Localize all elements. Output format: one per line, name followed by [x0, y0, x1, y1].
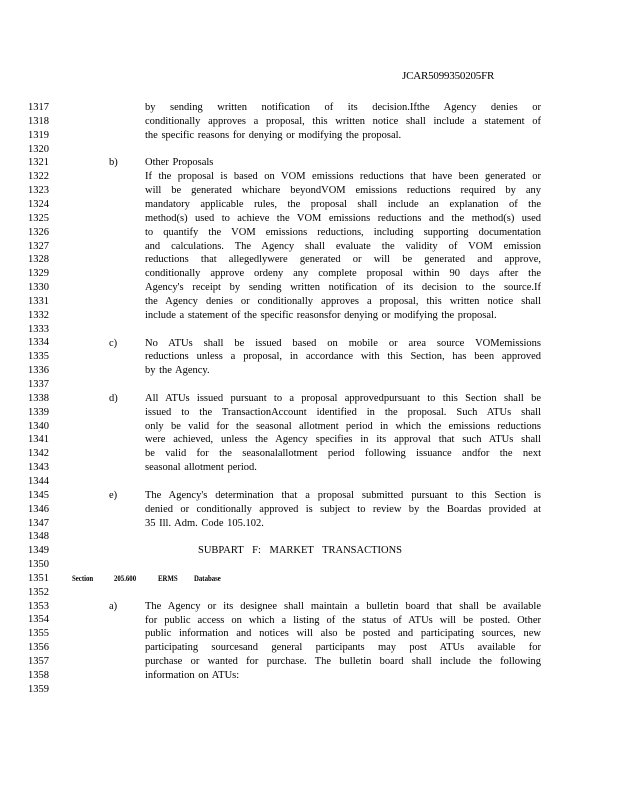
- line-number: 1331: [28, 295, 49, 307]
- line-number: 1350: [28, 559, 49, 570]
- text-line: public information and notices will also be posted and participating sources, new: [145, 628, 541, 640]
- line-number: 1319: [28, 129, 49, 141]
- line-number: 1347: [28, 517, 49, 529]
- text-line: Agency's receipt by sending written notification of its decision to the source.If: [145, 282, 541, 294]
- list-marker-d: d): [109, 392, 118, 404]
- list-marker-b: b): [109, 157, 118, 169]
- text-line: only be valid for the seasonal allotment period in which the emissions reductions: [145, 420, 541, 432]
- text-line: the specific reasons for denying or modifying the proposal.: [145, 129, 402, 141]
- text-line: The Agency's determination that a proposal submitted pursuant to this Section is: [145, 489, 541, 501]
- subpart-heading: SUBPART F: MARKET TRANSACTIONS: [198, 545, 402, 557]
- list-marker-a: a): [109, 600, 118, 612]
- list-marker-c: c): [109, 337, 118, 349]
- text-line: will be generated whichare beyondVOM emissions reductions required by any: [145, 185, 541, 197]
- text-line: by the Agency.: [145, 365, 210, 377]
- text-line: be valid for the seasonalallotment period following issuance andfor the next: [145, 448, 541, 460]
- line-number: 1330: [28, 282, 49, 293]
- line-number: 1359: [28, 683, 49, 695]
- text-line: information on ATUs:: [145, 669, 240, 681]
- line-number: 1329: [28, 268, 49, 280]
- line-number: 1352: [28, 586, 49, 598]
- line-number: 1334: [28, 337, 49, 349]
- line-number: 1358: [28, 669, 49, 681]
- text-line: by sending written notification of its decision.Ifthe Agency denies or: [145, 102, 541, 113]
- text-line: 35 Ill. Adm. Code 105.102.: [145, 517, 264, 529]
- line-number: 1344: [28, 475, 49, 487]
- line-number: 1321: [28, 157, 49, 169]
- text-line: for public access on which a listing of the status of ATUs will be posted. Other: [145, 614, 541, 626]
- line-number: 1354: [28, 614, 49, 626]
- text-line: denied or conditionally approved is subject to review by the Boardas provided at: [145, 503, 541, 515]
- text-line: seasonal allotment period.: [145, 462, 257, 474]
- text-line: mandatory applicable rules, the proposal shall include an explanation of the: [145, 199, 541, 210]
- text-line: issued to the TransactionAccount identified in the proposal. Such ATUs shall: [145, 406, 541, 418]
- line-number: 1333: [28, 323, 49, 335]
- list-marker-e: e): [109, 489, 118, 501]
- text-line: include a statement of the specific reasonsfor denying or modifying the proposal.: [145, 309, 497, 321]
- line-number: 1353: [28, 600, 49, 612]
- line-number: 1357: [28, 656, 49, 667]
- line-number: 1327: [28, 240, 49, 252]
- section-number: 205.600: [114, 574, 137, 583]
- subsection-title: Other Proposals: [145, 157, 214, 169]
- line-number: 1346: [28, 503, 49, 515]
- text-line: If the proposal is based on VOM emissions reductions that have been generated or: [145, 171, 541, 183]
- line-number: 1338: [28, 392, 49, 404]
- line-number: 1345: [28, 489, 49, 501]
- line-number: 1328: [28, 254, 49, 266]
- line-number: 1339: [28, 406, 49, 418]
- line-number: 1323: [28, 185, 49, 197]
- line-number: 1324: [28, 198, 49, 210]
- text-line: to quantify the VOM emissions reductions, including supporting documentation: [145, 226, 541, 238]
- line-number: 1348: [28, 531, 49, 543]
- line-number: 1356: [28, 642, 49, 654]
- line-number: 1351: [28, 572, 49, 584]
- line-number: 1343: [28, 462, 49, 474]
- section-name: ERMS: [158, 574, 178, 583]
- line-number: 1332: [28, 309, 49, 321]
- text-line: The Agency or its designee shall maintain a bulletin board that shall be available: [145, 600, 541, 612]
- line-number: 1336: [28, 365, 49, 377]
- text-line: were achieved, unless the Agency specifies in its approval that such ATUs shall: [145, 434, 541, 446]
- line-number: 1326: [28, 226, 49, 238]
- line-number: 1341: [28, 434, 49, 446]
- line-number: 1342: [28, 448, 49, 460]
- text-line: conditionally approves a proposal, this written notice shall include a statement of: [145, 115, 541, 127]
- line-number: 1325: [28, 212, 49, 224]
- line-number: 1355: [28, 628, 49, 640]
- text-line: the Agency denies or conditionally approves a proposal, this written notice shall: [145, 295, 541, 307]
- line-number: 1320: [28, 143, 49, 155]
- line-number: 1340: [28, 420, 49, 432]
- text-line: conditionally approve ordeny any complete proposal within 90 days after the: [145, 268, 541, 280]
- text-line: and calculations. The Agency shall evaluate the validity of VOM emission: [145, 240, 541, 252]
- section-label: Section: [72, 574, 94, 583]
- document-header-code: JCAR5099350205FR: [402, 70, 495, 82]
- text-line: participating sourcesand general participants may post ATUs available for: [145, 642, 541, 654]
- text-line: No ATUs shall be issued based on mobile or area source VOMemissions: [145, 337, 541, 349]
- line-number: 1337: [28, 379, 49, 390]
- line-number: 1318: [28, 115, 49, 127]
- line-number: 1317: [28, 102, 49, 113]
- section-name: Database: [194, 574, 221, 583]
- text-line: All ATUs issued pursuant to a proposal approvedpursuant to this Section shall be: [145, 392, 541, 404]
- text-line: method(s) used to achieve the VOM emissions reductions and the method(s) used: [145, 212, 541, 224]
- line-number: 1349: [28, 545, 49, 557]
- line-number: 1335: [28, 351, 49, 363]
- text-line: purchase or wanted for purchase. The bulletin board shall include the following: [145, 656, 541, 667]
- text-line: reductions unless a proposal, in accordance with this Section, has been approved: [145, 351, 541, 363]
- line-number: 1322: [28, 171, 49, 183]
- text-line: reductions that allegedlywere generated or will be generated and approve,: [145, 254, 541, 266]
